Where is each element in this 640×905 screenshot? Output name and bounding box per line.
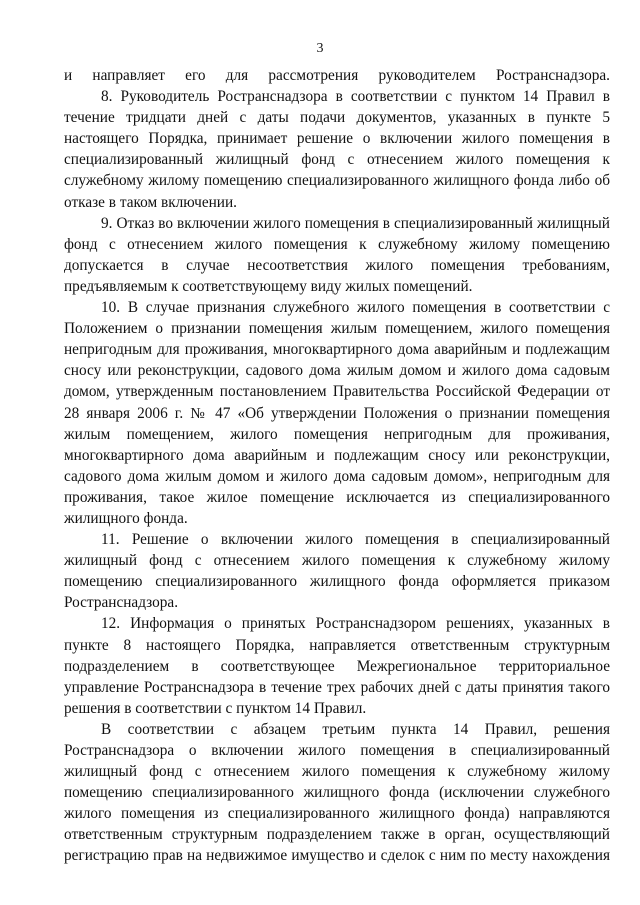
paragraph-10: 10. В случае признания служебного жилого помещения в соответствии с Положением о признании помещения жилым помещением, жилого помещения непригодным для проживания, многоквартирного дома аварийным и подлежащим сносу или реконструкции, садового дома жилым домом и жилого дома садовым домом, утвержденным постановлением Правительства Российской Федерации от 28 января 2006 г. № 47 «Об утверждении Положения о признании помещения жилым помещением, жилого помещения непригодным для проживания, многоквартирного дома аварийным и подлежащим сносу или реконструкции, садового дома жилым домом и жилого дома садовым домом», непригодным для проживания, такое жилое помещение исключается из специализированного жилищного фонда. [64,299,610,527]
paragraph-continuation: и направляет его для рассмотрения руководителем Ространснадзора. [64,67,610,84]
document-body [64,65,610,867]
paragraph-12-continuation: В соответствии с абзацем третьим пункта 14 Правил, решения Ространснадзора о включении жилого помещения в специализированный жилищный фонд с отнесением жилого помещения к служебному жилому помещению специализированного жилищного фонда (исключении служебного жилого помещения из специализированного жилищного фонда) направляются ответственным структурным подразделением также в орган, осуществляющий регистрацию прав на недвижимое имущество и сделок с ним по месту нахождения [64,720,610,865]
paragraph-11: 11. Решение о включении жилого помещения в специализированный жилищный фонд с отнесением жилого помещения к служебному жилому помещению специализированного жилищного фонда оформляется приказом Ространснадзора. [64,531,610,612]
page-number: 3 [316,41,324,56]
paragraph-9: 9. Отказ во включении жилого помещения в специализированный жилищный фонд с отнесением жилого помещения к служебному жилому помещению допускается в случае несоответствия жилого помещения требованиям, предъявляемым к соответствующему виду жилых помещений. [64,214,610,295]
paragraph-8: 8. Руководитель Ространснадзора в соответствии с пунктом 14 Правил в течение тридцати дней с даты подачи документов, указанных в пункте 5 настоящего Порядка, принимает решение о включении жилого помещения в специализированный жилищный фонд с отнесением жилого помещения к служебному жилому помещению специализированного жилищного фонда либо об отказе в таком включении. [64,88,610,211]
paragraph-12: 12. Информация о принятых Ространснадзором решениях, указанных в пункте 8 настоящего Порядка, направляется ответственным структурным подразделением в соответствующее Межрегиональное территориальное управление Ространснадзора в течение трех рабочих дней с даты принятия такого решения в соответствии с пунктом 14 Правил. [64,615,610,717]
